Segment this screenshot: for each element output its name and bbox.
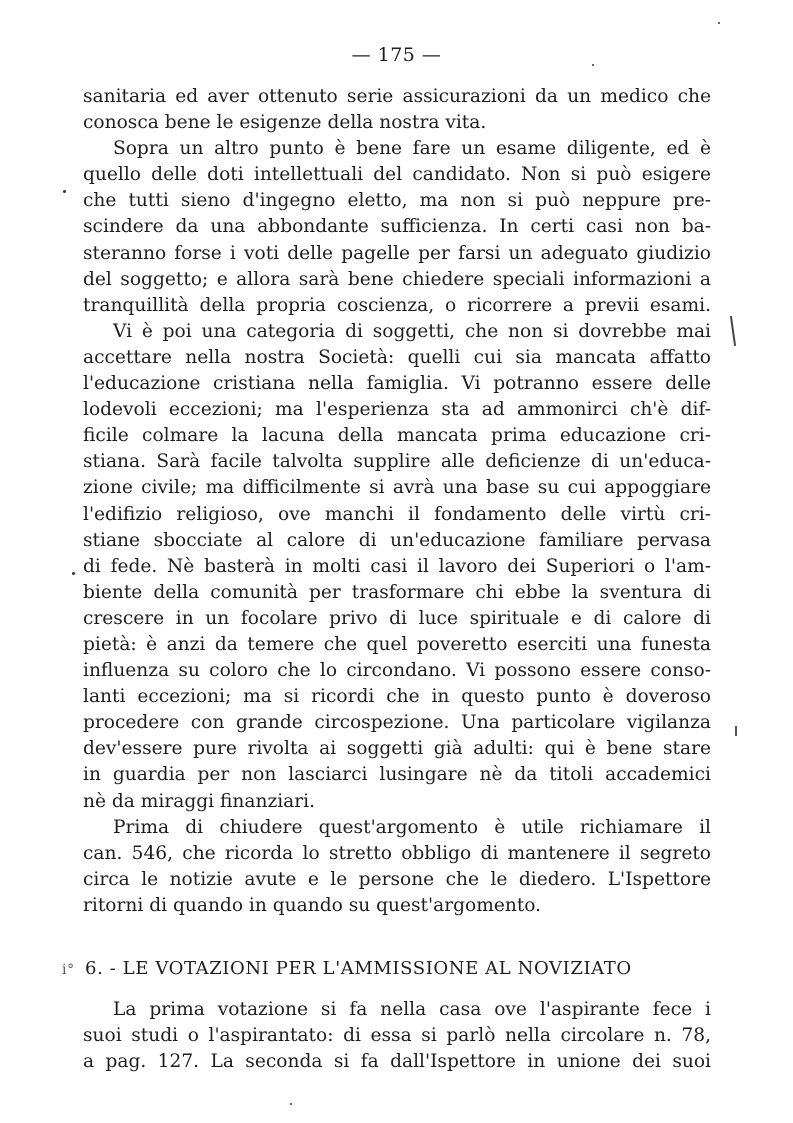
margin-pencil-mark — [730, 316, 736, 346]
text-line: tranquillità della propria coscienza, o ricorrere a previi esami. — [83, 294, 711, 316]
text-line: influenza su coloro che lo circondano. Vi possono essere conso- — [83, 660, 711, 682]
text-line: circa le notizie avute e le persone che le diedero. L'Ispettore — [83, 868, 711, 890]
text-line: crescere in un focolare privo di luce spirituale e di calore di — [83, 607, 711, 629]
text-line: in guardia per non lasciarci lusingare nè da titoli accademici — [83, 764, 711, 786]
section-text — [83, 997, 711, 1075]
text-line: l'educazione cristiana nella famiglia. Vi potranno essere delle — [83, 373, 711, 395]
text-line: accettare nella nostra Società: quelli cui sia mancata affatto — [83, 346, 711, 368]
main-text — [83, 84, 711, 919]
text-line: che tutti sieno d'ingegno eletto, ma non si può neppure pre- — [83, 190, 711, 212]
text-line: Sopra un altro punto è bene fare un esame diligente, ed è — [113, 138, 711, 160]
text-line: dev'essere pure rivolta ai soggetti già adulti: qui è bene stare — [83, 738, 711, 760]
text-line: ritorni di quando in quando su quest'argomento. — [83, 894, 542, 916]
scan-speck — [72, 572, 75, 575]
text-line: a pag. 127. La seconda si fa dall'Ispettore in unione dei suoi — [83, 1051, 711, 1073]
text-line: lanti eccezioni; ma si ricordi che in questo punto è doveroso — [83, 686, 711, 708]
text-line: di fede. Nè basterà in molti casi il lavoro dei Superiori o l'am- — [83, 555, 711, 577]
text-line: procedere con grande circospezione. Una particolare vigilanza — [83, 712, 711, 734]
margin-tick-mark — [735, 726, 737, 736]
text-line: quello delle doti intellettuali del candidato. Non si può esigere — [83, 164, 711, 186]
text-line: lodevoli eccezioni; ma l'esperienza sta ad ammonirci ch'è dif- — [83, 399, 711, 421]
text-line: Vi è poi una categoria di soggetti, che non si dovrebbe mai — [113, 320, 711, 342]
text-line: scindere da una abbondante sufficienza. In certi casi non ba- — [83, 216, 711, 238]
text-line: can. 546, che ricorda lo stretto obbligo di mantenere il segreto — [83, 842, 711, 864]
text-line: nè da miraggi finanziari. — [83, 790, 316, 812]
text-line: stiane sbocciate al calore di un'educazione familiare pervasa — [83, 529, 711, 551]
text-line: Prima di chiudere quest'argomento è utile richiamare il — [113, 816, 711, 838]
text-line: l'edifizio religioso, ove manchi il fondamento delle virtù cri- — [83, 503, 711, 525]
heading-margin-mark: i° — [62, 962, 75, 978]
text-line: ficile colmare la lacuna della mancata prima educazione cri- — [83, 425, 711, 447]
section-heading — [62, 956, 712, 983]
scan-speck — [718, 22, 720, 24]
scan-speck — [290, 1103, 292, 1105]
section-heading-text: 6. - LE VOTAZIONI PER L'AMMISSIONE AL NOVIZIATO — [85, 958, 632, 979]
text-line: biente della comunità per trasformare chi ebbe la sventura di — [83, 581, 711, 603]
text-line: zione civile; ma difficilmente si avrà una base su cui appoggiare — [83, 477, 711, 499]
text-line: del soggetto; e allora sarà bene chiedere speciali informazioni a — [83, 268, 711, 290]
text-line: stiana. Sarà facile talvolta supplire alle deficienze di un'educa- — [83, 451, 711, 473]
scan-speck — [592, 64, 594, 66]
text-line: suoi studi o l'aspirantato: di essa si parlò nella circolare n. 78, — [83, 1025, 711, 1047]
text-line: pietà: è anzi da temere che quel poveretto eserciti una funesta — [83, 633, 711, 655]
scan-speck — [63, 190, 66, 193]
text-line: steranno forse i voti delle pagelle per farsi un adeguato giudizio — [83, 242, 711, 264]
text-line: La prima votazione si fa nella casa ove l'aspirante fece i — [113, 999, 711, 1020]
page-number: — 175 — — [351, 44, 442, 66]
text-line: conosca bene le esigenze della nostra vita. — [83, 112, 487, 134]
text-line: sanitaria ed aver ottenuto serie assicurazioni da un medico che — [83, 86, 711, 107]
